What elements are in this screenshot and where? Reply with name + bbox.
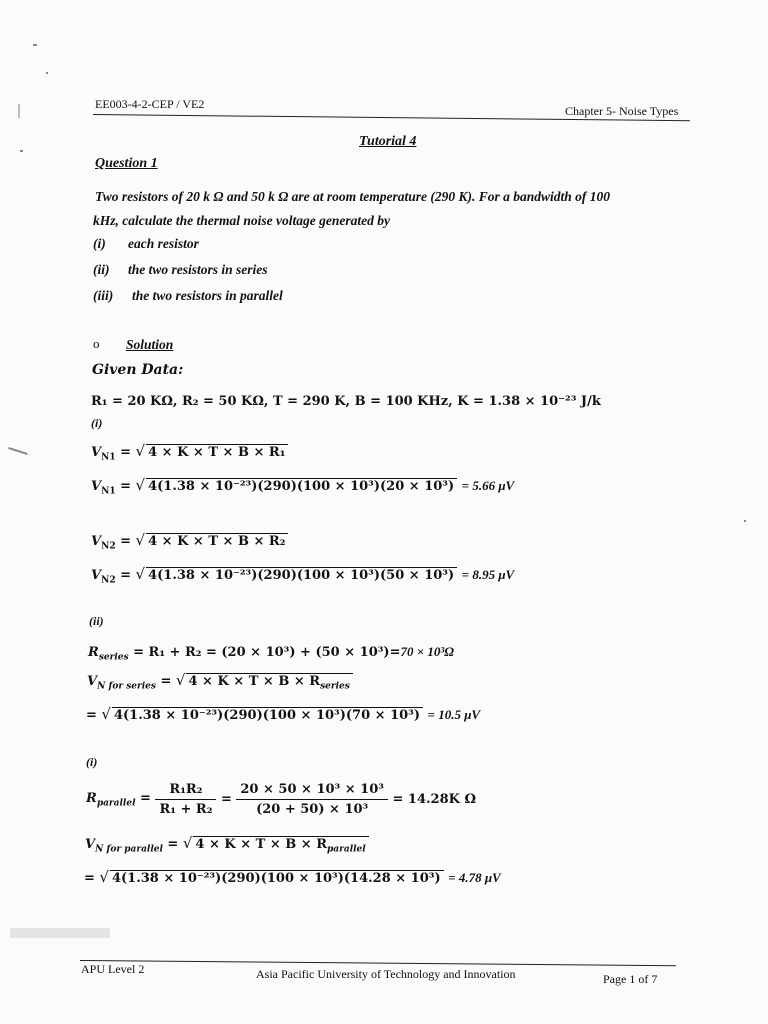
question-item-num: (iii) bbox=[93, 288, 114, 303]
scan-speck bbox=[20, 150, 23, 152]
scan-speck bbox=[46, 72, 48, 74]
vn2-formula: $V_{N2}$ = √ 4 × K × T × B × R₂ bbox=[91, 531, 288, 552]
scan-speck bbox=[33, 44, 37, 46]
footer-level: APU Level 2 bbox=[81, 962, 145, 976]
rparallel-equation: $R_{parallel}$ = $\frac{\text{R₁R₂}}{\text{R₁ + R₂}}$ = $\frac{\text{20 × 50 × 10³ × 10³}}{\text{(20 + 50) × 10³}}$ = 14.28K Ω bbox=[86, 782, 477, 817]
footer-rule bbox=[80, 960, 676, 966]
rseries-equation: $R_{series} = R_1 + R_2 = (20 \times 10^3) + (50 \times 10^3)=70 \times 10^3\Omega$ bbox=[88, 644, 454, 663]
vn-series-result: = 10.5 μV bbox=[427, 707, 481, 722]
scan-speck bbox=[18, 104, 20, 118]
solution-heading: Solution bbox=[126, 337, 174, 352]
vn-series-calculation: = √ 4(1.38 × 10⁻²³)(290)(100 × 10³)(70 × 10³) = 10.5 μV bbox=[86, 705, 481, 723]
rparallel-result: = 14.28K Ω bbox=[392, 792, 477, 807]
question-text-line1: Two resistors of 20 k Ω and 50 k Ω are at room temperature (290 K). For a bandwidth of 100 bbox=[95, 189, 611, 204]
vn1-result: = 5.66 μV bbox=[461, 478, 515, 493]
question-item-num: (ii) bbox=[93, 262, 110, 277]
header-chapter: Chapter 5- Noise Types bbox=[565, 104, 679, 118]
vn2-result: = 8.95 μV bbox=[461, 567, 515, 582]
given-data-values: R₁ = 20 KΩ, R₂ = 50 KΩ, T = 290 K, B = 100 KHz, K = 1.38 × 10⁻²³ J/k bbox=[91, 394, 601, 409]
given-data-label: Given Data: bbox=[92, 362, 184, 378]
scan-speck bbox=[8, 447, 28, 455]
rparallel-value-fraction: $\frac{\text{20 × 50 × 10³ × 10³}}{\text{(20 + 50) × 10³}}$ bbox=[236, 782, 388, 817]
part-iii-label: (i) bbox=[86, 755, 98, 769]
question-item-text: the two resistors in series bbox=[128, 262, 268, 277]
footer-university: Asia Pacific University of Technology and Innovation bbox=[256, 967, 516, 981]
question-text-line2: kHz, calculate the thermal noise voltage generated by bbox=[93, 213, 390, 228]
question-heading: Question 1 bbox=[95, 156, 158, 171]
solution-bullet: o bbox=[93, 336, 100, 351]
scan-speck bbox=[744, 520, 746, 522]
question-item-text: the two resistors in parallel bbox=[132, 288, 283, 303]
question-item-num: (i) bbox=[93, 236, 106, 251]
scan-artifact bbox=[10, 928, 110, 938]
page-title: Tutorial 4 bbox=[359, 134, 417, 149]
part-ii-label: (ii) bbox=[89, 614, 104, 628]
vn1-formula: $V_{N1}$ = √ 4 × K × T × B × R₁ bbox=[91, 442, 288, 463]
header-course-code: EE003-4-2-CEP / VE2 bbox=[95, 97, 205, 111]
footer-page-number: Page 1 of 7 bbox=[603, 972, 658, 986]
vn-series-formula: $V_{N for series}$ = √ $4 \times K \times T \times B \times R_{series}$ bbox=[87, 671, 353, 692]
vn1-calculation: $V_{N1}$ = √ 4(1.38 × 10⁻²³)(290)(100 × 10³)(20 × 10³) = 5.66 μV bbox=[91, 476, 515, 497]
vn-parallel-calculation: = √ 4(1.38 × 10⁻²³)(290)(100 × 10³)(14.28 × 10³) = 4.78 μV bbox=[84, 868, 501, 886]
question-item-text: each resistor bbox=[128, 236, 199, 251]
part-i-label: (i) bbox=[91, 416, 103, 430]
vn2-calculation: $V_{N2}$ = √ 4(1.38 × 10⁻²³)(290)(100 × 10³)(50 × 10³) = 8.95 μV bbox=[91, 565, 515, 586]
rseries-result: 70 × 10³Ω bbox=[400, 644, 454, 659]
vn-parallel-result: = 4.78 μV bbox=[448, 870, 501, 885]
vn-parallel-formula: $V_{N for parallel}$ = √ $4 \times K \times T \times B \times R_{parallel}$ bbox=[85, 834, 369, 855]
rparallel-fraction: $\frac{\text{R₁R₂}}{\text{R₁ + R₂}}$ bbox=[155, 782, 216, 817]
